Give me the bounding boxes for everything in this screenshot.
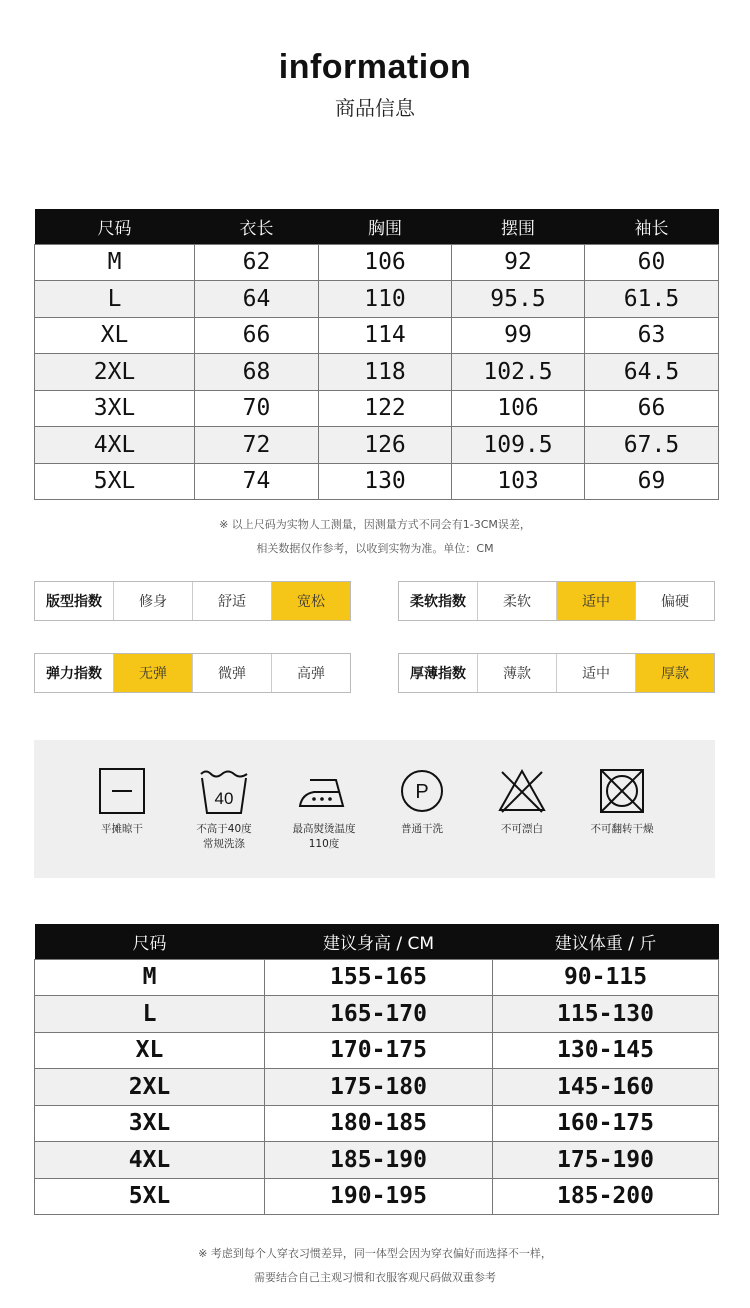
dry-clean-p-icon	[397, 766, 447, 816]
value-cell: 109.5	[452, 427, 585, 464]
table-row	[35, 427, 719, 464]
value-cell: 64.5	[585, 354, 719, 391]
header-cell: 尺码	[35, 209, 195, 244]
header-cell: 建议体重 / 斤	[493, 924, 719, 959]
index-option: 高弹	[271, 654, 350, 692]
recommendation-note	[0, 1242, 750, 1290]
value-cell: 122	[319, 390, 452, 427]
value-cell: 72	[195, 427, 319, 464]
value-cell: 62	[195, 244, 319, 281]
table-row	[35, 1178, 719, 1215]
value-cell: 60	[585, 244, 719, 281]
size-cell: 4XL	[35, 1142, 265, 1179]
care-instructions-panel	[34, 740, 715, 878]
note-line: ※ 考虑到每个人穿衣习惯差异，同一体型会因为穿衣偏好而选择不一样，	[198, 1247, 552, 1260]
dry-clean-letter: P	[415, 781, 429, 803]
table-row	[35, 1105, 719, 1142]
table-row	[35, 1142, 719, 1179]
table-row	[35, 996, 719, 1033]
value-cell: 63	[585, 317, 719, 354]
value-cell: 110	[319, 281, 452, 318]
size-cell: M	[35, 244, 195, 281]
care-item-iron	[274, 766, 374, 852]
care-label: 不可漂白	[501, 823, 543, 835]
header-cell: 尺码	[35, 924, 265, 959]
size-cell: 2XL	[35, 1069, 265, 1106]
header-cell: 胸围	[319, 209, 452, 244]
size-table-header	[35, 209, 719, 244]
value-cell: 175-180	[265, 1069, 493, 1106]
care-label: 平摊晾干	[101, 823, 143, 835]
index-label: 厚薄指数	[410, 666, 466, 682]
table-row	[35, 959, 719, 996]
iron-icon	[296, 766, 352, 816]
no-bleach-icon	[496, 766, 548, 816]
care-item-no-bleach	[472, 766, 572, 837]
index-option: 舒适	[192, 582, 271, 620]
value-cell: 170-175	[265, 1032, 493, 1069]
value-cell: 130	[319, 463, 452, 500]
value-cell: 118	[319, 354, 452, 391]
index-option: 柔软	[477, 582, 556, 620]
table-row	[35, 390, 719, 427]
recommendation-table-header	[35, 924, 719, 959]
index-option: 修身	[113, 582, 192, 620]
size-cell: XL	[35, 317, 195, 354]
index-label: 弹力指数	[46, 666, 102, 682]
table-row	[35, 244, 719, 281]
size-cell: 3XL	[35, 390, 195, 427]
wash-40-icon	[198, 766, 250, 816]
index-option: 偏硬	[635, 582, 714, 620]
value-cell: 106	[319, 244, 452, 281]
value-cell: 175-190	[493, 1142, 719, 1179]
value-cell: 69	[585, 463, 719, 500]
index-label: 柔软指数	[410, 594, 466, 610]
value-cell: 67.5	[585, 427, 719, 464]
flat-dry-icon	[97, 766, 147, 816]
index-option: 适中	[556, 654, 635, 692]
table-row	[35, 1032, 719, 1069]
softness-index	[398, 581, 715, 621]
index-option-selected: 适中	[556, 582, 635, 620]
index-option-selected: 宽松	[271, 582, 350, 620]
value-cell: 103	[452, 463, 585, 500]
value-cell: 160-175	[493, 1105, 719, 1142]
page-subtitle: 商品信息	[335, 96, 415, 120]
care-item-flat-dry	[72, 766, 172, 837]
note-line: 需要结合自己主观习惯和衣服客观尺码做双重参考	[254, 1271, 496, 1284]
table-row	[35, 354, 719, 391]
index-option: 薄款	[477, 654, 556, 692]
care-item-wash-40	[174, 766, 274, 852]
value-cell: 145-160	[493, 1069, 719, 1106]
value-cell: 106	[452, 390, 585, 427]
header-cell: 衣长	[195, 209, 319, 244]
size-cell: 2XL	[35, 354, 195, 391]
value-cell: 130-145	[493, 1032, 719, 1069]
value-cell: 102.5	[452, 354, 585, 391]
care-item-dry-clean	[372, 766, 472, 837]
stretch-index	[34, 653, 351, 693]
fit-index	[34, 581, 351, 621]
value-cell: 180-185	[265, 1105, 493, 1142]
size-cell: 3XL	[35, 1105, 265, 1142]
care-label: 不可翻转干燥	[590, 823, 654, 835]
index-option: 微弹	[192, 654, 271, 692]
size-cell: L	[35, 996, 265, 1033]
recommendation-table	[34, 924, 719, 1215]
index-option-selected: 厚款	[635, 654, 714, 692]
value-cell: 95.5	[452, 281, 585, 318]
index-option-selected: 无弹	[113, 654, 192, 692]
value-cell: 66	[195, 317, 319, 354]
value-cell: 61.5	[585, 281, 719, 318]
note-line: 相关数据仅作参考，以收到实物为准。单位：CM	[256, 542, 494, 555]
index-label: 版型指数	[46, 594, 102, 610]
measurement-note	[0, 513, 750, 561]
value-cell: 70	[195, 390, 319, 427]
value-cell: 99	[452, 317, 585, 354]
table-row	[35, 1069, 719, 1106]
size-cell: 5XL	[35, 463, 195, 500]
value-cell: 114	[319, 317, 452, 354]
page-title: information	[278, 48, 472, 86]
header-cell: 建议身高 / CM	[265, 924, 493, 959]
care-label: 110度	[308, 838, 340, 850]
wash-temp-text: 40	[214, 789, 234, 808]
size-cell: M	[35, 959, 265, 996]
care-label: 常规洗涤	[203, 838, 245, 850]
value-cell: 68	[195, 354, 319, 391]
value-cell: 115-130	[493, 996, 719, 1033]
header-cell: 袖长	[585, 209, 719, 244]
thickness-index	[398, 653, 715, 693]
value-cell: 155-165	[265, 959, 493, 996]
value-cell: 185-190	[265, 1142, 493, 1179]
value-cell: 92	[452, 244, 585, 281]
care-item-no-tumble-dry	[572, 766, 672, 837]
value-cell: 66	[585, 390, 719, 427]
table-row	[35, 281, 719, 318]
care-label: 不高于40度	[196, 823, 252, 835]
size-cell: 5XL	[35, 1178, 265, 1215]
size-cell: XL	[35, 1032, 265, 1069]
no-tumble-dry-icon	[597, 766, 647, 816]
note-line: ※ 以上尺码为实物人工测量，因测量方式不同会有1-3CM误差，	[219, 518, 531, 531]
value-cell: 185-200	[493, 1178, 719, 1215]
value-cell: 90-115	[493, 959, 719, 996]
size-cell: 4XL	[35, 427, 195, 464]
size-cell: L	[35, 281, 195, 318]
value-cell: 64	[195, 281, 319, 318]
care-label: 最高熨烫温度	[292, 823, 356, 835]
value-cell: 165-170	[265, 996, 493, 1033]
care-label: 普通干洗	[401, 823, 443, 835]
size-table	[34, 209, 719, 500]
table-row	[35, 317, 719, 354]
value-cell: 74	[195, 463, 319, 500]
value-cell: 126	[319, 427, 452, 464]
header-cell: 摆围	[452, 209, 585, 244]
value-cell: 190-195	[265, 1178, 493, 1215]
table-row	[35, 463, 719, 500]
